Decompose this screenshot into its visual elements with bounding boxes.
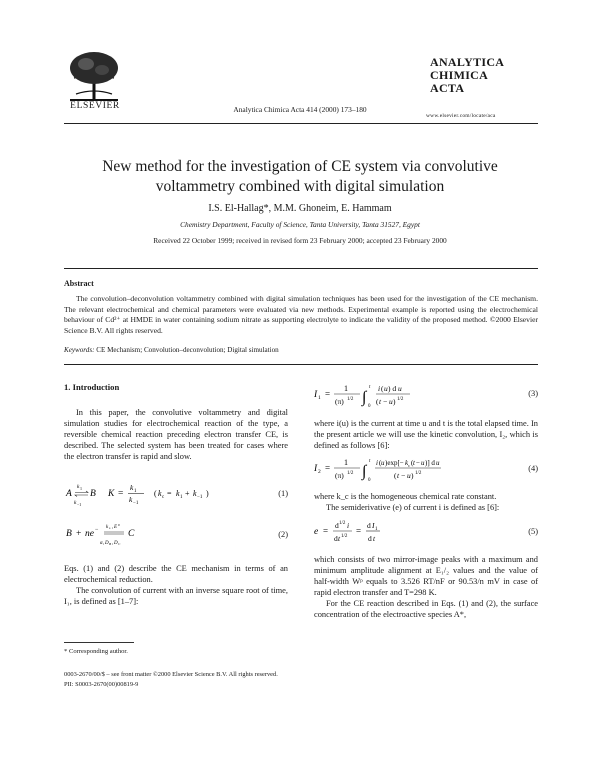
svg-text:d: d (368, 534, 372, 543)
svg-text:−: − (401, 471, 406, 480)
article-title: New method for the investigation of CE system via convolutive voltammetry combined with digital simulation (102, 158, 498, 195)
svg-text:I: I (372, 521, 375, 530)
elsevier-tree-logo (64, 48, 124, 102)
svg-text:K: K (108, 489, 115, 499)
svg-text:i: i (347, 521, 350, 530)
svg-text:(: ( (381, 384, 384, 393)
body-paragraph: The convolution of current with an inverse square root of time, I₁, is defined as [1–7]: (64, 586, 288, 607)
equation-4-formula (314, 453, 484, 487)
svg-text:I: I (314, 464, 318, 474)
article-received-dates: Received 22 October 1999; received in revised form 23 February 2000; accepted 23 February 2000 (153, 236, 447, 245)
svg-text:): ) (206, 489, 209, 498)
svg-text:B: B (109, 542, 112, 546)
svg-text:t: t (379, 397, 382, 406)
svg-text:k: k (106, 525, 109, 530)
publisher-name: ELSEVIER (70, 101, 120, 111)
left-paragraph-2 (64, 563, 288, 607)
svg-text:s: s (109, 526, 111, 530)
pii-line: PII: S0003-2670(00)00819-9 (64, 681, 139, 688)
svg-text:t: t (413, 459, 415, 467)
svg-text:(: ( (411, 459, 414, 467)
keywords-label: Keywords: (64, 346, 95, 354)
svg-text:D: D (114, 541, 118, 546)
svg-text:1/2: 1/2 (347, 471, 354, 476)
svg-text:=: = (167, 489, 172, 498)
journal-reference: Analytica Chimica Acta 414 (2000) 173–180 (233, 105, 367, 114)
journal-logo-line: ANALYTICA (430, 55, 505, 69)
svg-text:∫: ∫ (362, 389, 367, 406)
equation-4 (314, 455, 538, 485)
equation-3 (314, 382, 538, 412)
svg-text:i: i (378, 384, 381, 393)
svg-text:0: 0 (368, 404, 371, 409)
body-paragraph: which consists of two mirror-image peaks with a maximum and minimum amplitude alignment at E₁/₂ values and the value of half-width Wᵖ equals to 3.526 RT/nF or 90.53/n mV in case of rapid electron transfer and T=298 K. (314, 555, 538, 598)
article-affiliation: Chemistry Department, Faculty of Science, Tanta University, Tanta 31527, Egypt (180, 220, 420, 229)
body-paragraph: For the CE reaction described in Eqs. (1) and (2), the surface concentration of the electroactive species A*, (314, 599, 538, 620)
svg-text:=: = (356, 526, 362, 536)
section-heading-introduction: 1. Introduction (64, 382, 120, 392)
svg-text:u: u (421, 459, 425, 467)
intro-paragraph: In this paper, the convolutive voltammetry and digital simulation studies for electrochemical reaction of the type, a reversible chemical reaction preceding electron transfer CE, is described. The selected system has been treated for cases where the electron transfer is rapid and slow. (64, 408, 288, 462)
svg-text:(π): (π) (335, 471, 344, 480)
body-paragraph: Eqs. (1) and (2) describe the CE mechanism in terms of an electrochemical reduction. (64, 564, 288, 585)
svg-text:t: t (369, 385, 371, 390)
svg-text:−: − (383, 397, 388, 406)
svg-text:C: C (128, 529, 135, 539)
svg-text:k: k (130, 483, 134, 492)
issn-line: 0003-2670/00/$ – see front matter ©2000 Elsevier Science B.V. All rights reserved. (64, 671, 278, 678)
svg-text:=: = (118, 489, 124, 499)
abstract-top-divider (64, 268, 538, 269)
journal-url: www.elsevier.com/locate/aca (426, 113, 496, 119)
equation-1 (64, 483, 288, 509)
header-divider (64, 123, 538, 124)
svg-text:u: u (398, 384, 402, 393)
svg-text:t: t (369, 459, 371, 464)
equation-number: (2) (278, 530, 288, 539)
equation-5-formula (314, 516, 424, 550)
svg-text:=: = (323, 526, 329, 536)
left-paragraph-1 (64, 407, 288, 462)
equation-2-formula (64, 520, 184, 550)
svg-text:1: 1 (180, 495, 183, 500)
equation-1-formula (64, 479, 234, 509)
svg-text:k: k (176, 489, 180, 498)
equation-number: (1) (278, 489, 288, 498)
svg-text:,: , (103, 541, 105, 546)
svg-text:1/2: 1/2 (347, 397, 354, 402)
svg-text:,: , (112, 525, 114, 530)
journal-logo-line: ACTA (430, 81, 465, 95)
svg-text:1/2: 1/2 (339, 521, 346, 526)
equation-number: (5) (528, 527, 538, 536)
svg-text:∫: ∫ (362, 463, 367, 480)
svg-text:B: B (66, 529, 72, 539)
svg-text:0: 0 (118, 523, 120, 527)
svg-text:1: 1 (80, 486, 82, 491)
svg-text:α: α (100, 541, 103, 546)
svg-text:i: i (376, 459, 378, 467)
svg-text:1: 1 (344, 458, 348, 467)
svg-text:−1: −1 (197, 495, 203, 500)
svg-text:u: u (384, 384, 388, 393)
svg-text:): ) (393, 397, 396, 406)
svg-text:−: − (95, 527, 99, 533)
keywords-text: CE Mechanism; Convolution–deconvolution; Digital simulation (96, 346, 279, 354)
svg-text:−1: −1 (77, 502, 82, 507)
article-authors: I.S. El-Hallag*, M.M. Ghoneim, E. Hammam (208, 203, 392, 214)
svg-text:k: k (129, 495, 133, 504)
svg-text:u: u (389, 397, 393, 406)
right-paragraph-1 (314, 418, 538, 451)
svg-text:(: ( (394, 471, 397, 480)
journal-logo (430, 56, 504, 95)
body-paragraph: where k_c is the homogeneous chemical rate constant. (314, 492, 497, 501)
svg-text:k: k (77, 484, 80, 490)
svg-text:d: d (367, 521, 371, 530)
svg-text:k: k (193, 489, 197, 498)
equation-5 (314, 518, 538, 548)
svg-text:): ) (411, 471, 414, 480)
svg-text:C: C (118, 542, 121, 546)
svg-text:+: + (185, 489, 190, 498)
equation-number: (4) (528, 464, 538, 473)
journal-logo-line: CHIMICA (430, 68, 489, 82)
svg-text:t: t (338, 534, 341, 543)
svg-text:1/2: 1/2 (397, 397, 404, 402)
svg-text:(: ( (154, 489, 157, 498)
equation-2 (64, 524, 288, 550)
svg-text:,: , (112, 541, 114, 546)
svg-text:1: 1 (375, 527, 378, 532)
svg-text:0: 0 (368, 478, 371, 483)
svg-text:1/2: 1/2 (341, 534, 348, 539)
svg-text:) d: ) d (388, 384, 397, 393)
svg-text:1: 1 (318, 395, 321, 401)
body-paragraph: The semiderivative (e) of current i is defined as [6]: (326, 503, 500, 513)
svg-text:B: B (90, 489, 96, 499)
svg-text:k: k (74, 500, 77, 506)
svg-text:1/2: 1/2 (415, 471, 422, 476)
svg-text:t: t (397, 471, 400, 480)
svg-text:A: A (66, 489, 72, 499)
footnote-corresponding-author: * Corresponding author. (64, 648, 128, 655)
svg-text:−1: −1 (133, 501, 139, 506)
svg-text:2: 2 (318, 469, 321, 475)
svg-text:1: 1 (344, 384, 348, 393)
equation-3-formula (314, 379, 464, 413)
svg-text:=: = (325, 389, 331, 399)
svg-text:d: d (334, 534, 338, 543)
right-paragraph-2 (314, 491, 538, 513)
svg-text:−: − (416, 459, 420, 467)
right-paragraph-3 (314, 554, 538, 621)
svg-text:t: t (373, 534, 376, 543)
svg-text:D: D (105, 541, 109, 546)
abstract-heading: Abstract (64, 279, 94, 288)
svg-text:=: = (325, 463, 331, 473)
svg-text:c: c (408, 463, 410, 468)
svg-text:u: u (407, 471, 411, 480)
svg-text:ne: ne (85, 529, 94, 539)
svg-text:u: u (436, 459, 440, 467)
svg-text:I: I (314, 390, 318, 400)
abstract-bottom-divider (64, 364, 538, 365)
svg-text:E: E (114, 525, 118, 530)
svg-text:k: k (158, 489, 162, 498)
svg-text:c: c (162, 495, 165, 500)
abstract-text: The convolution–deconvolution voltammetry combined with digital simulation techniques has been used for the investigation of the CE mechanism. The relevant electrochemical and chemical parameters were evaluated via new methods. Experimental example is reported using the electrochemical behaviour of Cd²⁺ at HMDE in water containing sodium nitrate as supporting electrolyte to indicate the validity of the proposed method. ©2000 Elsevier Science B.V. All rights reserved. (64, 294, 538, 335)
svg-text:(: ( (379, 459, 382, 467)
svg-text:u: u (381, 459, 385, 467)
svg-text:)] d: )] d (425, 459, 435, 467)
body-paragraph: where i(u) is the current at time u and t is the total elapsed time. In the present article we will use the kinetic convolution, I₂, which is defined as follows [6]: (314, 419, 538, 451)
svg-text:+: + (76, 529, 82, 539)
svg-text:(: ( (376, 397, 379, 406)
svg-text:e: e (314, 527, 319, 537)
footnote-divider (64, 642, 134, 643)
svg-text:)exp[−: )exp[− (385, 459, 404, 467)
keywords-line (64, 346, 279, 354)
svg-text:1: 1 (134, 489, 137, 494)
svg-text:d: d (335, 521, 339, 530)
equation-number: (3) (528, 389, 538, 398)
svg-text:(π): (π) (335, 397, 344, 406)
svg-text:k: k (405, 459, 409, 467)
